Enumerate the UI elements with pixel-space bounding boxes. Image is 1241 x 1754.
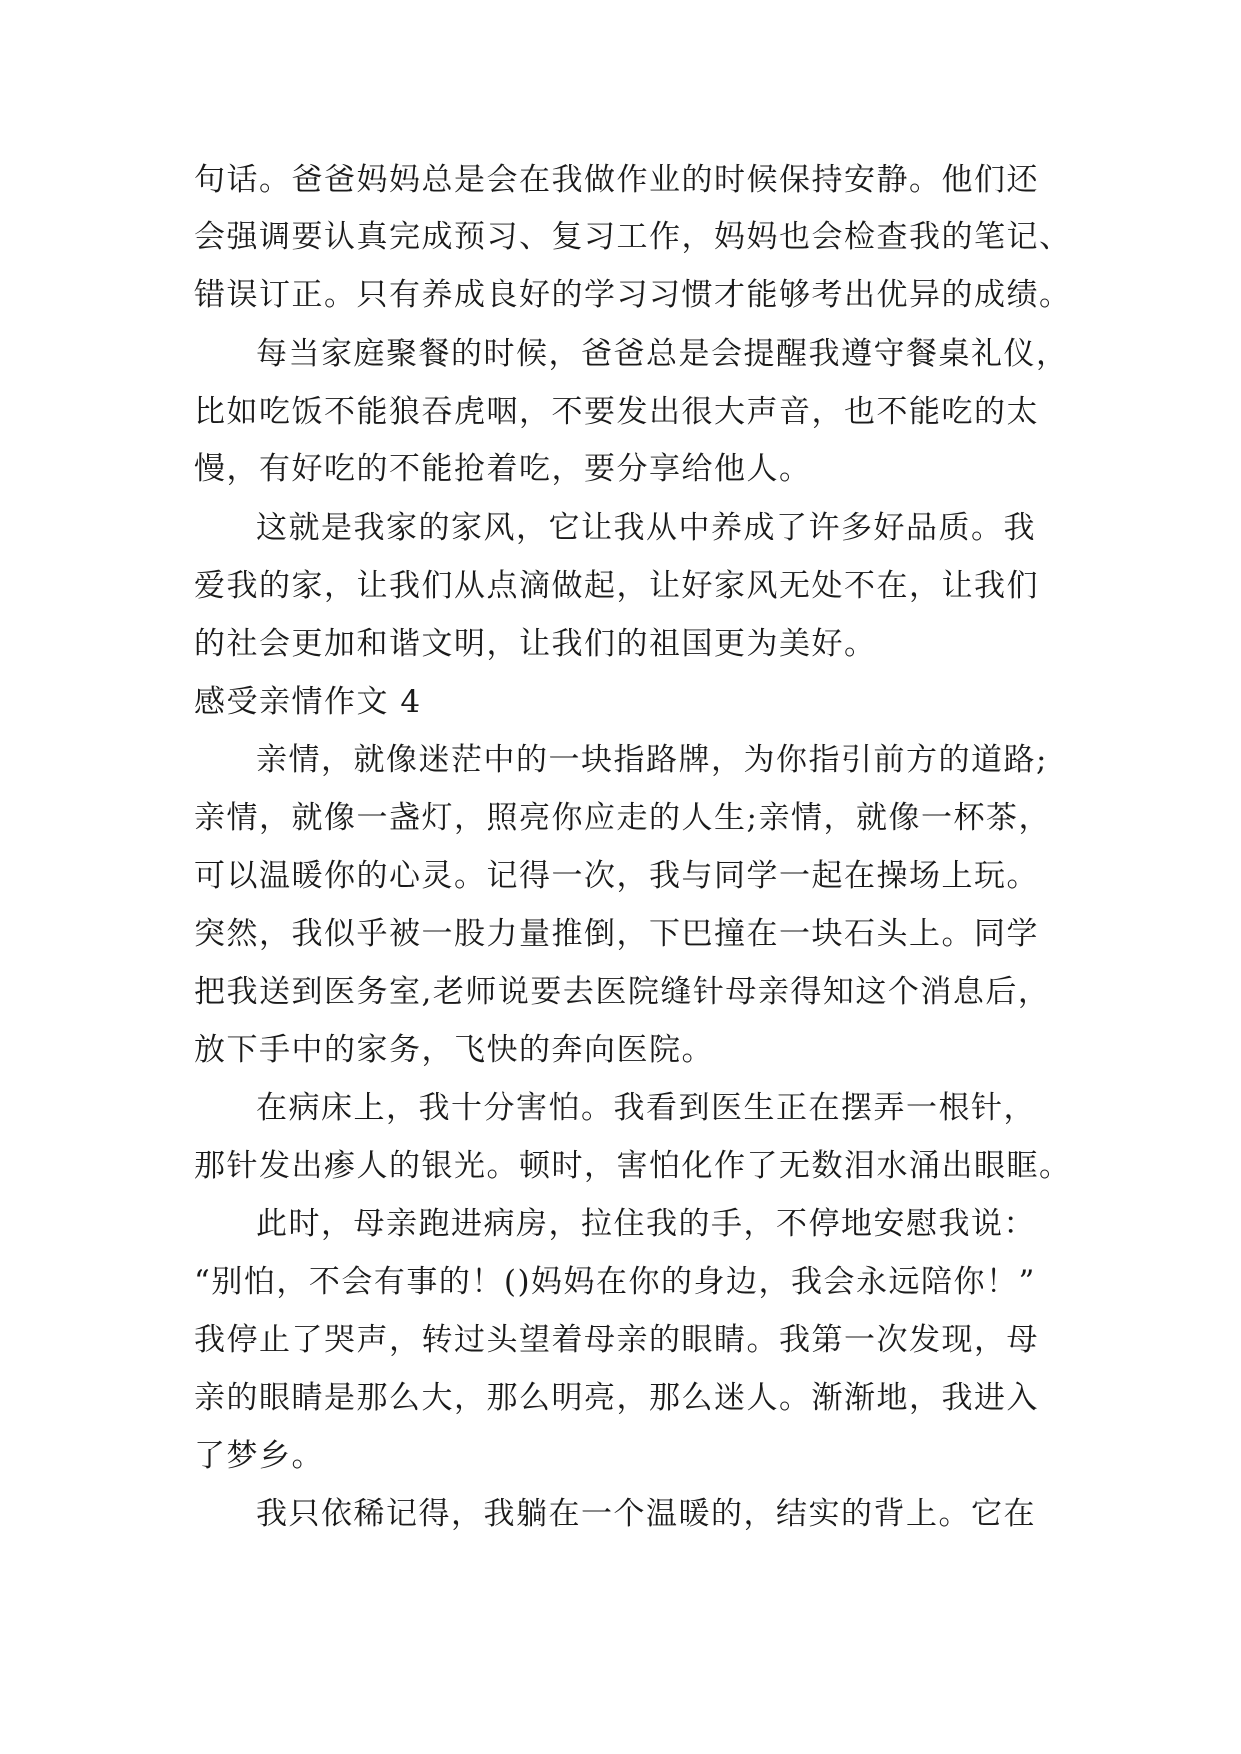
text-line: 在病床上，我十分害怕。我看到医生正在摆弄一根针，	[256, 1090, 1036, 1126]
text-line: 可以温暖你的心灵。记得一次，我与同学一起在操场上玩。	[194, 858, 1039, 894]
text-line: 我停止了哭声，转过头望着母亲的眼睛。我第一次发现，母	[194, 1322, 1039, 1358]
text-line: 亲的眼睛是那么大，那么明亮，那么迷人。渐渐地，我进入	[194, 1380, 1039, 1416]
text-line: 那针发出瘆人的银光。顿时，害怕化作了无数泪水涌出眼眶。	[194, 1148, 1072, 1184]
text-line: 每当家庭聚餐的时候，爸爸总是会提醒我遵守餐桌礼仪，	[256, 336, 1069, 372]
text-line: 了梦乡。	[194, 1438, 324, 1474]
text-line: 会强调要认真完成预习、复习工作，妈妈也会检查我的笔记、	[194, 219, 1072, 255]
text-line: 放下手中的家务，飞快的奔向医院。	[194, 1032, 714, 1068]
text-line: 句话。爸爸妈妈总是会在我做作业的时候保持安静。他们还	[194, 162, 1039, 198]
text-line: 把我送到医务室,老师说要去医院缝针母亲得知这个消息后，	[194, 974, 1051, 1010]
text-line: 此时，母亲跑进病房，拉住我的手，不停地安慰我说：	[256, 1206, 1036, 1242]
text-line: “别怕，不会有事的！()妈妈在你的身边，我会永远陪你！”	[194, 1264, 1036, 1300]
text-line: 突然，我似乎被一股力量推倒，下巴撞在一块石头上。同学	[194, 916, 1039, 952]
text-line: 亲情，就像一盏灯，照亮你应走的人生;亲情，就像一杯茶，	[194, 800, 1051, 836]
section-heading: 感受亲情作文 4	[194, 684, 422, 720]
text-line: 我只依稀记得，我躺在一个温暖的，结实的背上。它在	[256, 1496, 1036, 1532]
text-line: 比如吃饭不能狼吞虎咽，不要发出很大声音，也不能吃的太	[194, 394, 1039, 430]
text-line: 慢，有好吃的不能抢着吃，要分享给他人。	[194, 451, 812, 487]
text-line: 这就是我家的家风，它让我从中养成了许多好品质。我	[256, 510, 1036, 546]
text-line: 爱我的家，让我们从点滴做起，让好家风无处不在，让我们	[194, 568, 1039, 604]
text-line: 亲情，就像迷茫中的一块指路牌，为你指引前方的道路;	[256, 742, 1048, 778]
text-line: 错误订正。只有养成良好的学习习惯才能够考出优异的成绩。	[194, 277, 1072, 313]
text-line: 的社会更加和谐文明，让我们的祖国更为美好。	[194, 626, 877, 662]
